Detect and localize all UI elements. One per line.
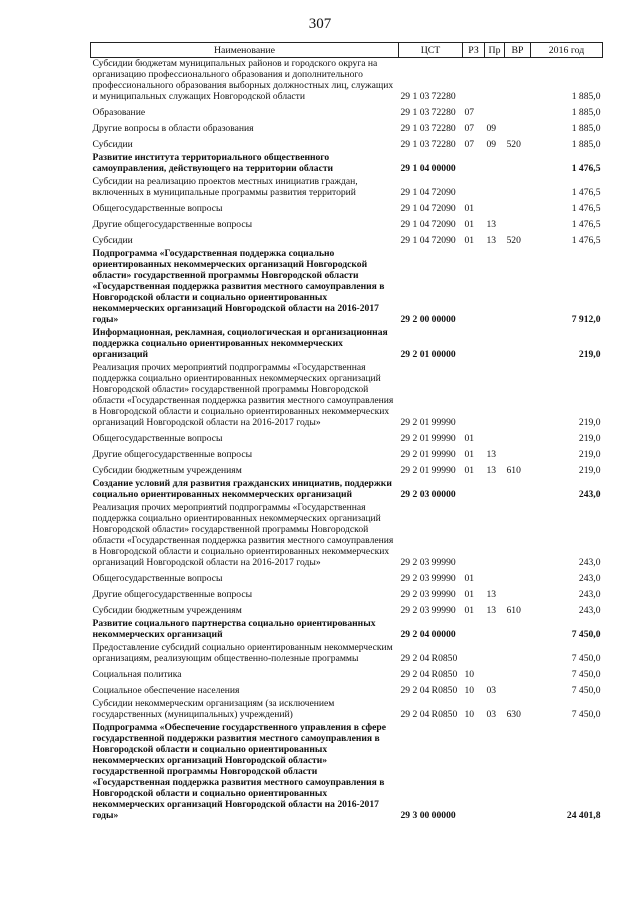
table-row xyxy=(91,216,603,232)
cell-rz: 01 xyxy=(464,573,475,584)
cell-cst: 29 2 04 00000 xyxy=(400,629,456,640)
cell-rz xyxy=(463,152,485,176)
cell-cst: 29 1 03 72280 xyxy=(400,123,456,134)
cell-amount: 1 476,5 xyxy=(571,219,601,230)
cell-name: Другие общегосударственные вопросы xyxy=(92,219,253,230)
cell-amount: 243,0 xyxy=(578,589,601,600)
table-row xyxy=(91,176,603,200)
cell-vr: 610 xyxy=(506,605,521,616)
cell-name: Реализация прочих мероприятий подпрограммы «Государственная поддержка социально ориентированных некоммерческих организаций Новгородской области» государственной программы Новгородской области «Государственная поддержка развития местного самоуправления в Новгородской области и социально ориентированных некоммерческих организаций Новгородской области на 2016-2017 годы» xyxy=(92,502,394,568)
table-row xyxy=(91,586,603,602)
cell-vr xyxy=(505,666,531,682)
cell-pr xyxy=(485,666,505,682)
table-row xyxy=(91,248,603,327)
cell-pr: 09 xyxy=(486,139,497,150)
cell-name: Другие общегосударственные вопросы xyxy=(92,589,253,600)
cell-vr xyxy=(505,682,531,698)
table-row xyxy=(91,327,603,362)
cell-pr xyxy=(485,570,505,586)
cell-amount: 7 450,0 xyxy=(571,669,601,680)
cell-cst: 29 3 00 00000 xyxy=(400,810,456,821)
cell-name: Другие вопросы в области образования xyxy=(92,123,254,134)
cell-cst: 29 1 03 72280 xyxy=(400,107,456,118)
cell-pr: 13 xyxy=(486,235,497,246)
cell-pr xyxy=(485,248,505,327)
cell-rz xyxy=(463,502,485,570)
cell-cst: 29 1 04 72090 xyxy=(400,203,456,214)
cell-vr xyxy=(505,446,531,462)
table-row xyxy=(91,200,603,216)
cell-rz xyxy=(463,478,485,502)
cell-vr xyxy=(505,176,531,200)
cell-rz: 01 xyxy=(464,465,475,476)
budget-table xyxy=(90,42,603,823)
cell-name: Субсидии некоммерческим организациям (за исключением государственных (муниципальных) учреждений) xyxy=(92,698,335,720)
cell-pr xyxy=(485,327,505,362)
cell-amount: 1 476,5 xyxy=(571,235,601,246)
table-row xyxy=(91,602,603,618)
cell-amount: 219,0 xyxy=(578,433,601,444)
cell-rz: 07 xyxy=(464,107,475,118)
cell-vr: 520 xyxy=(506,139,521,150)
cell-vr xyxy=(505,104,531,120)
table-row xyxy=(91,478,603,502)
cell-name: Реализация прочих мероприятий подпрограммы «Государственная поддержка социально ориентированных некоммерческих организаций Новгородской области» государственной программы Новгородской области «Государственная поддержка развития местного самоуправления в Новгородской области и социально ориентированных некоммерческих организаций Новгородской области на 2016-2017 годы» xyxy=(92,362,394,428)
cell-pr xyxy=(485,152,505,176)
cell-vr xyxy=(505,216,531,232)
cell-vr xyxy=(505,478,531,502)
cell-cst: 29 2 01 99990 xyxy=(400,417,456,428)
table-header xyxy=(91,43,603,58)
cell-cst: 29 1 03 72280 xyxy=(400,91,456,102)
cell-name: Другие общегосударственные вопросы xyxy=(92,449,253,460)
cell-rz: 01 xyxy=(464,219,475,230)
cell-amount: 1 476,5 xyxy=(571,163,601,174)
cell-amount: 1 476,5 xyxy=(571,187,601,198)
cell-rz: 10 xyxy=(464,685,475,696)
cell-amount: 7 450,0 xyxy=(571,709,601,720)
cell-vr: 630 xyxy=(506,709,521,720)
column-header-name: Наименование xyxy=(91,43,399,58)
cell-pr xyxy=(485,58,505,105)
cell-amount: 243,0 xyxy=(578,489,601,500)
cell-pr: 03 xyxy=(486,709,497,720)
cell-cst: 29 2 01 00000 xyxy=(400,349,456,360)
cell-vr xyxy=(505,642,531,666)
cell-amount: 243,0 xyxy=(578,605,601,616)
cell-cst: 29 2 04 R0850 xyxy=(400,669,458,680)
cell-name: Субсидии бюджетам муниципальных районов и городского округа на организацию профессионального образования и дополнительного профессионального образования выборных должностных лиц, служащих и муниципальных служащих Новгородской области xyxy=(92,58,394,102)
cell-name: Создание условий для развития гражданских инициатив, поддержки социально ориентированных некоммерческих организаций xyxy=(92,478,392,500)
cell-vr xyxy=(505,200,531,216)
cell-name: Подпрограмма «Государственная поддержка социально ориентированных некоммерческих организаций Новгородской области» государственной программы Новгородской области «Государственная поддержка развития местного самоуправления в Новгородской области и социально ориентированных некоммерческих организаций Новгородской области на 2016-2017 годы» xyxy=(92,248,385,325)
cell-vr xyxy=(505,502,531,570)
cell-rz: 01 xyxy=(464,235,475,246)
cell-amount: 1 885,0 xyxy=(571,123,601,134)
cell-rz xyxy=(463,58,485,105)
cell-name: Социальная политика xyxy=(92,669,182,680)
cell-pr: 03 xyxy=(486,685,497,696)
cell-cst: 29 2 03 99990 xyxy=(400,557,456,568)
cell-rz: 01 xyxy=(464,605,475,616)
table-row xyxy=(91,642,603,666)
cell-amount: 219,0 xyxy=(578,465,601,476)
cell-pr: 13 xyxy=(486,465,497,476)
cell-rz: 07 xyxy=(464,123,475,134)
cell-name: Общегосударственные вопросы xyxy=(92,203,223,214)
table-row xyxy=(91,618,603,642)
cell-cst: 29 1 03 72280 xyxy=(400,139,456,150)
cell-pr: 13 xyxy=(486,605,497,616)
cell-vr xyxy=(505,152,531,176)
cell-pr xyxy=(485,430,505,446)
cell-rz: 01 xyxy=(464,203,475,214)
cell-amount: 219,0 xyxy=(578,349,601,360)
cell-pr xyxy=(485,722,505,823)
table-row xyxy=(91,570,603,586)
cell-rz: 07 xyxy=(464,139,475,150)
column-header-vr: ВР xyxy=(505,43,531,58)
cell-amount: 1 885,0 xyxy=(571,139,601,150)
cell-vr xyxy=(505,362,531,430)
cell-name: Предоставление субсидий социально ориентированным некоммерческим организациям, реализующим общественно-полезные программы xyxy=(92,642,393,664)
cell-cst: 29 2 03 00000 xyxy=(400,489,456,500)
cell-vr: 520 xyxy=(506,235,521,246)
table-row xyxy=(91,362,603,430)
cell-vr xyxy=(505,120,531,136)
column-header-rz: РЗ xyxy=(463,43,485,58)
cell-rz xyxy=(463,722,485,823)
column-header-pr: Пр xyxy=(485,43,505,58)
cell-rz: 01 xyxy=(464,449,475,460)
cell-pr xyxy=(485,502,505,570)
table-body xyxy=(91,58,603,824)
cell-rz xyxy=(463,362,485,430)
cell-amount: 7 912,0 xyxy=(571,314,601,325)
cell-pr xyxy=(485,362,505,430)
cell-cst: 29 2 00 00000 xyxy=(400,314,456,325)
cell-cst: 29 1 04 72090 xyxy=(400,219,456,230)
cell-pr xyxy=(485,478,505,502)
cell-pr xyxy=(485,176,505,200)
cell-vr xyxy=(505,248,531,327)
cell-name: Субсидии бюджетным учреждениям xyxy=(92,605,242,616)
cell-name: Общегосударственные вопросы xyxy=(92,573,223,584)
table-row xyxy=(91,666,603,682)
table-row xyxy=(91,232,603,248)
cell-pr xyxy=(485,642,505,666)
cell-name: Субсидии бюджетным учреждениям xyxy=(92,465,242,476)
table-row xyxy=(91,152,603,176)
table-row xyxy=(91,58,603,105)
cell-name: Общегосударственные вопросы xyxy=(92,433,223,444)
cell-cst: 29 2 03 99990 xyxy=(400,589,456,600)
table-row xyxy=(91,120,603,136)
cell-pr: 13 xyxy=(486,589,497,600)
cell-vr: 610 xyxy=(506,465,521,476)
cell-pr xyxy=(485,200,505,216)
cell-vr xyxy=(505,722,531,823)
cell-amount: 7 450,0 xyxy=(571,629,601,640)
table-row xyxy=(91,722,603,823)
cell-pr: 13 xyxy=(486,219,497,230)
cell-vr xyxy=(505,586,531,602)
cell-rz xyxy=(463,248,485,327)
cell-vr xyxy=(505,327,531,362)
column-header-year: 2016 год xyxy=(531,43,603,58)
cell-name: Развитие социального партнерства социально ориентированных некоммерческих организаций xyxy=(92,618,376,640)
table-row xyxy=(91,104,603,120)
cell-cst: 29 2 04 R0850 xyxy=(400,709,458,720)
cell-cst: 29 1 04 72090 xyxy=(400,187,456,198)
cell-rz: 01 xyxy=(464,433,475,444)
cell-cst: 29 2 04 R0850 xyxy=(400,653,458,664)
cell-amount: 7 450,0 xyxy=(571,653,601,664)
cell-name: Субсидии на реализацию проектов местных инициатив граждан, включенных в муниципальные программы развития территорий xyxy=(92,176,358,198)
cell-cst: 29 1 04 00000 xyxy=(400,163,456,174)
cell-amount: 243,0 xyxy=(578,573,601,584)
table-row xyxy=(91,462,603,478)
cell-rz xyxy=(463,642,485,666)
table-row xyxy=(91,446,603,462)
cell-vr xyxy=(505,570,531,586)
cell-amount: 24 401,8 xyxy=(566,810,601,821)
cell-cst: 29 2 01 99990 xyxy=(400,433,456,444)
cell-amount: 1 476,5 xyxy=(571,203,601,214)
cell-vr xyxy=(505,58,531,105)
table-row xyxy=(91,682,603,698)
cell-rz: 01 xyxy=(464,589,475,600)
cell-rz: 10 xyxy=(464,709,475,720)
cell-rz xyxy=(463,327,485,362)
cell-vr xyxy=(505,618,531,642)
cell-pr: 09 xyxy=(486,123,497,134)
cell-pr xyxy=(485,618,505,642)
cell-cst: 29 2 03 99990 xyxy=(400,573,456,584)
table-row xyxy=(91,430,603,446)
cell-amount: 243,0 xyxy=(578,557,601,568)
cell-name: Субсидии xyxy=(92,139,133,150)
cell-name: Субсидии xyxy=(92,235,133,246)
cell-amount: 1 885,0 xyxy=(571,91,601,102)
cell-rz: 10 xyxy=(464,669,475,680)
cell-cst: 29 2 01 99990 xyxy=(400,449,456,460)
table-row xyxy=(91,698,603,722)
cell-amount: 1 885,0 xyxy=(571,107,601,118)
cell-name: Образование xyxy=(92,107,146,118)
cell-cst: 29 2 01 99990 xyxy=(400,465,456,476)
cell-amount: 219,0 xyxy=(578,449,601,460)
cell-cst: 29 2 03 99990 xyxy=(400,605,456,616)
table-row xyxy=(91,502,603,570)
cell-pr xyxy=(485,104,505,120)
table-row xyxy=(91,136,603,152)
page-number: 307 xyxy=(308,16,332,32)
column-header-cst: ЦСТ xyxy=(399,43,463,58)
cell-amount: 219,0 xyxy=(578,417,601,428)
cell-vr xyxy=(505,430,531,446)
cell-name: Социальное обеспечение населения xyxy=(92,685,240,696)
cell-pr: 13 xyxy=(486,449,497,460)
cell-rz xyxy=(463,176,485,200)
cell-rz xyxy=(463,618,485,642)
cell-name: Развитие института территориального общественного самоуправления, действующего на территории области xyxy=(92,152,334,174)
cell-name: Информационная, рекламная, социологическая и организационная поддержка социально ориентированных некоммерческих организаций xyxy=(92,327,388,360)
cell-cst: 29 1 04 72090 xyxy=(400,235,456,246)
cell-name: Подпрограмма «Обеспечение государственного управления в сфере государственной поддержки развития местного самоуправления в Новгородской области и социально ориентированных некоммерческих организаций Новгородской области» государственной программы Новгородской области «Государственная поддержка развития местного самоуправления в Новгородской области и социально ориентированных некоммерческих организаций Новгородской области на 2016-2017 годы» xyxy=(92,722,386,821)
cell-cst: 29 2 04 R0850 xyxy=(400,685,458,696)
cell-amount: 7 450,0 xyxy=(571,685,601,696)
